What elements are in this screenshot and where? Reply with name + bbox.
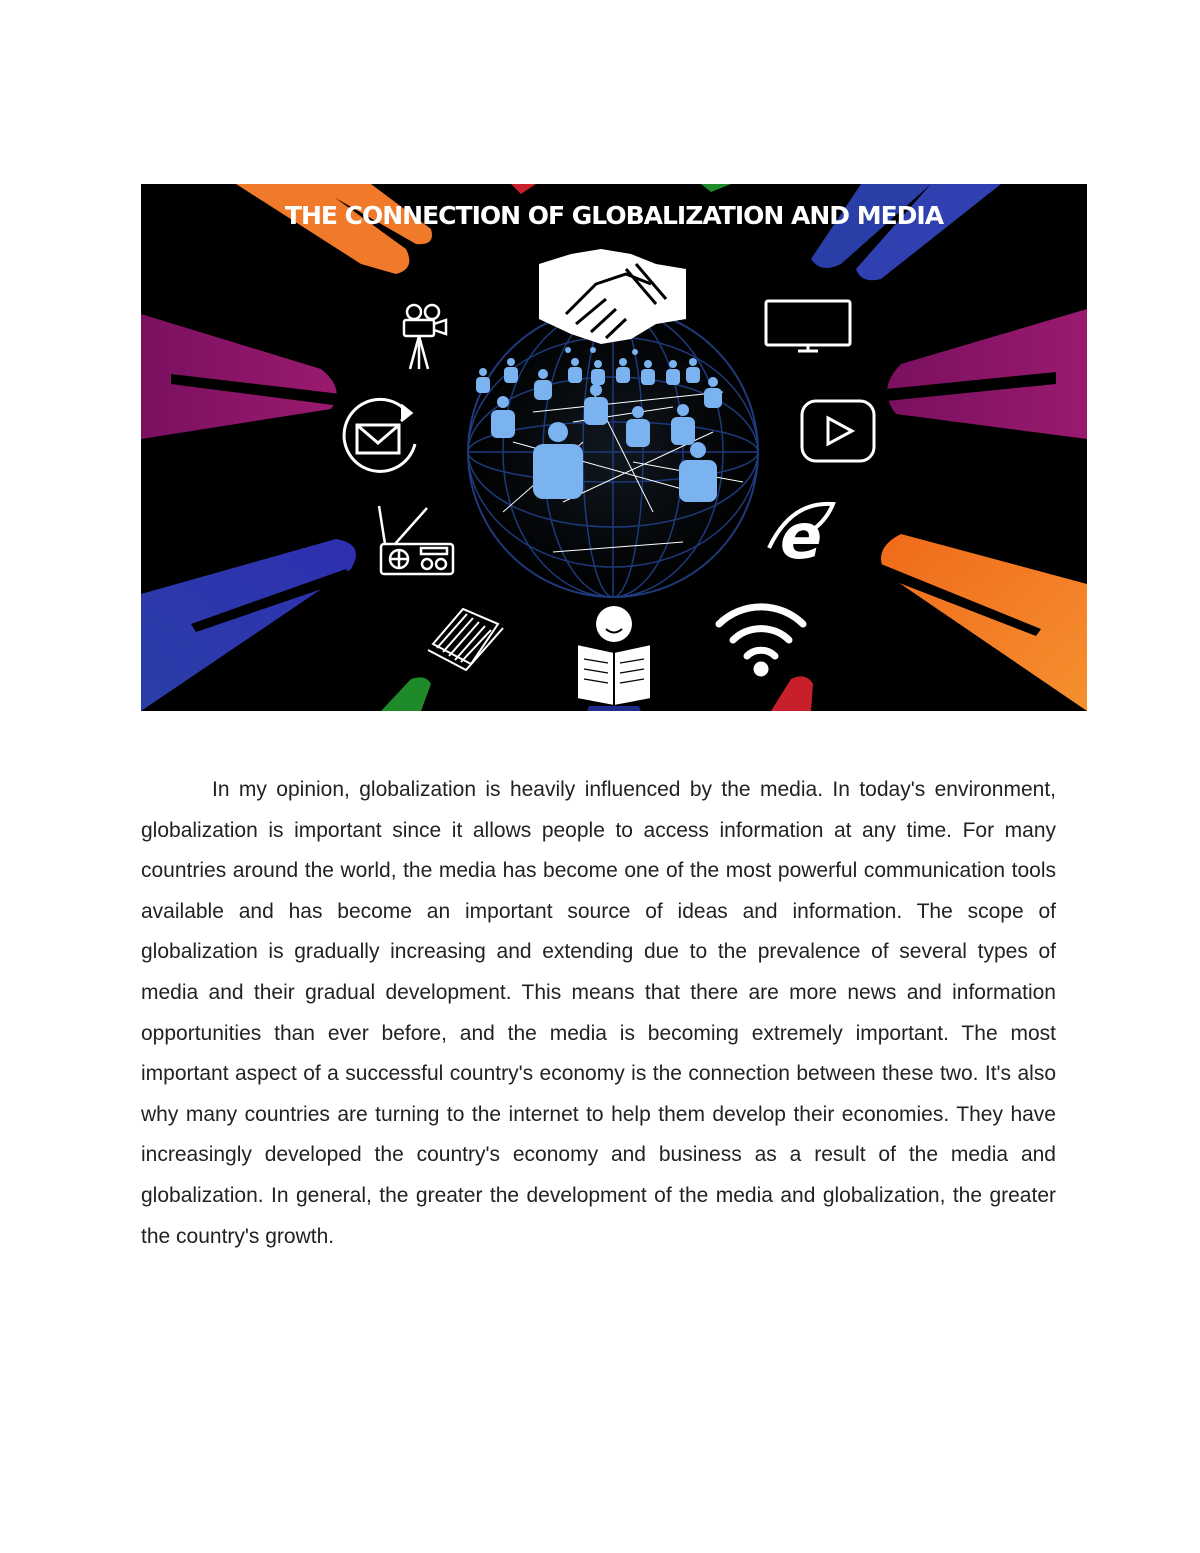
essay-paragraph: In my opinion, globalization is heavily influenced by the media. In today's environment, globalization is important since it allows people to access information at any time. For many countries around the world, the media has become one of the most powerful communication tools available and has become an important source of ideas and information. The scope of globalization is gradually increasing and extending due to the prevalence of several types of media and their gradual development. This means that there are more news and information opportunities than ever before, and the media is becoming extremely important. The most important aspect of a successful country's economy is the connection between these two. It's also why many countries are turning to the internet to help them develop their economies. They have increasingly developed the country's economy and business as a result of the media and globalization. In general, the greater the development of the media and globalization, the greater the country's growth. [141, 778, 1056, 1248]
svg-text:e: e [779, 500, 823, 573]
hand-top-right [811, 184, 1001, 280]
banner-artwork [141, 184, 1087, 711]
email-icon [344, 399, 415, 471]
newspaper-icon [428, 609, 503, 670]
television-icon [766, 301, 850, 351]
reader-icon [577, 606, 651, 711]
hand-right-magenta [886, 309, 1087, 439]
radio-icon [379, 506, 453, 574]
hand-bottom-left [141, 539, 356, 711]
hand-bottom-red [771, 676, 813, 711]
banner-title: THE CONNECTION OF GLOBALIZATION AND MEDIA [284, 201, 944, 230]
hand-bottom-right [876, 534, 1087, 711]
wifi-icon [719, 607, 803, 673]
infographic-banner [141, 184, 1087, 711]
hand-bottom-green [381, 677, 431, 711]
hand-left-magenta [141, 314, 341, 439]
film-camera-icon [404, 305, 446, 369]
internet-explorer-icon [769, 500, 833, 573]
essay-body [141, 770, 1056, 1257]
globe-network-icon [468, 307, 758, 597]
play-button-icon [802, 401, 874, 461]
